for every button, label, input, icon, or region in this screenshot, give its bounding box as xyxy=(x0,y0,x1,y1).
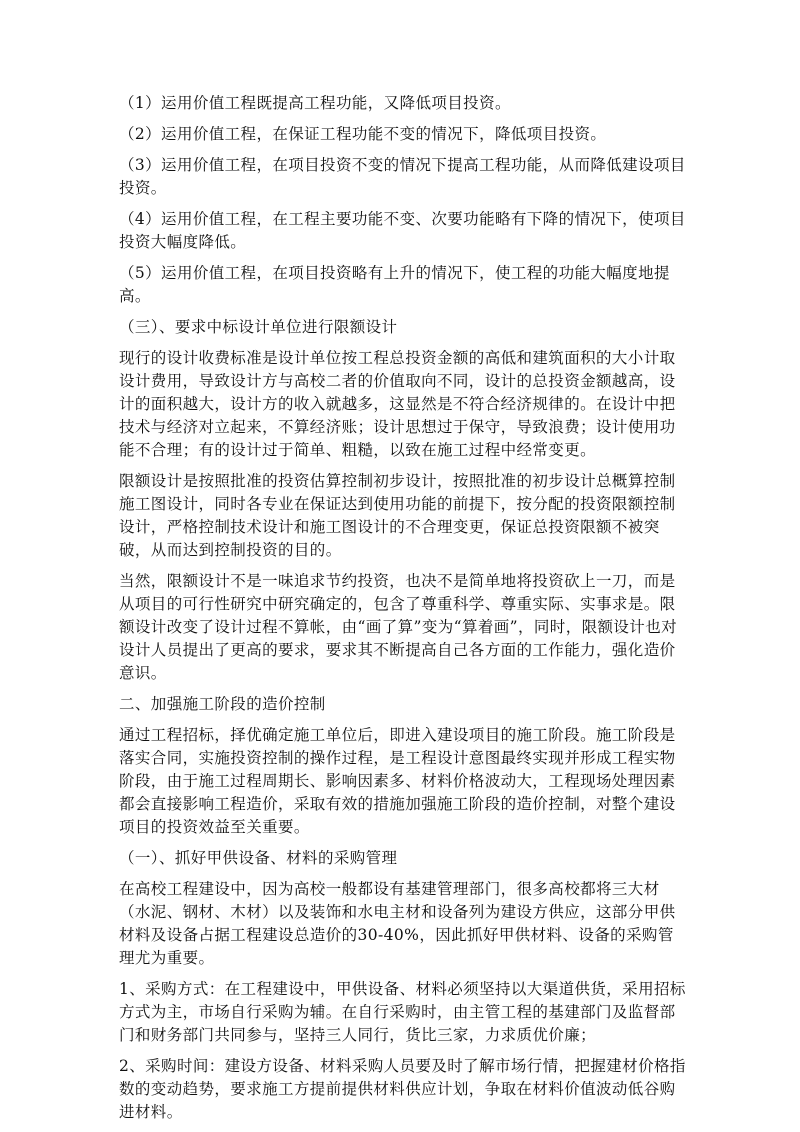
paragraph-3: （3）运用价值工程，在项目投资不变的情况下提高工程功能，从而降低建设项目投资。 xyxy=(119,156,686,197)
section-heading-limit-design: （三）、要求中标设计单位进行限额设计 xyxy=(119,318,398,336)
paragraph-procurement-time: 2、采购时间：建设方设备、材料采购人员要及时了解市场行情，把握建材价格指数的变动趋势，要求施工方提前提供材料供应计划，争取在材料价值波动低谷购进材料。 xyxy=(119,1057,686,1121)
paragraph-limit-design-note: 当然，限额设计不是一味追求节约投资，也决不是简单地将投资砍上一刀，而是从项目的可行性研究中研究确定的，包含了尊重科学、尊重实际、实事求是。限额设计改变了设计过程不算帐，由“画了算”变为“算着画”，同时，限额设计也对设计人员提出了更高的要求，要求其不断提高自己各方面的工作能力，强化造价意识。 xyxy=(119,572,677,682)
paragraph-limit-design-definition: 限额设计是按照批准的投资估算控制初步设计，按照批准的初步设计总概算控制施工图设计，同时各专业在保证达到使用功能的前提下，按分配的投资限额控制设计，严格控制技术设计和施工图设计的不合理变更，保证总投资限额不被突破，从而达到控制投资的目的。 xyxy=(119,472,676,559)
paragraph-construction-phase: 通过工程招标，择优确定施工单位后，即进入建设项目的施工阶段。施工阶段是落实合同，实施投资控制的操作过程，是工程设计意图最终实现并形成工程实物阶段，由于施工过程周期长、影响因素多、材料价格波动大，工程现场处理因素都会直接影响工程造价，采取有效的措施加强施工阶段的造价控制，对整个建设项目的投资效益至关重要。 xyxy=(119,726,676,836)
document-body xyxy=(119,92,687,1132)
section-heading-procurement: （一）、抓好甲供设备、材料的采购管理 xyxy=(119,849,398,867)
paragraph-procurement: 在高校工程建设中，因为高校一般都设有基建管理部门，很多高校都将三大材（水泥、钢材、木材）以及装饰和水电主材和设备列为建设方供应，这部分甲供材料及设备占据工程建设总造价的30-40%，因此抓好甲供材料、设备的采购管理尤为重要。 xyxy=(119,880,676,967)
paragraph-4: （4）运用价值工程，在工程主要功能不变、次要功能略有下降的情况下，使项目投资大幅度降低。 xyxy=(119,210,686,251)
paragraph-procurement-method: 1、采购方式：在工程建设中，甲供设备、材料必须坚持以大渠道供货，采用招标方式为主，市场自行采购为辅。在自行采购时，由主管工程的基建部门及监督部门和财务部门共同参与，坚持三人同行，货比三家，力求质优价廉； xyxy=(119,980,686,1044)
paragraph-1: （1）运用价值工程既提高工程功能，又降低项目投资。 xyxy=(119,94,511,112)
paragraph-design-fee: 现行的设计收费标准是设计单位按工程总投资金额的高低和建筑面积的大小计取设计费用，导致设计方与高校二者的价值取向不同，设计的总投资金额越高，设计的面积越大，设计方的收入就越多，这显然是不符合经济规律的。在设计中把技术与经济对立起来，不算经济账；设计思想过于保守，导致浪费；设计使用功能不合理；有的设计过于简单、粗糙，以致在施工过程中经常变更。 xyxy=(119,349,676,459)
paragraph-5: （5）运用价值工程，在项目投资略有上升的情况下，使工程的功能大幅度地提高。 xyxy=(119,264,670,305)
paragraph-2: （2）运用价值工程，在保证工程功能不变的情况下，降低项目投资。 xyxy=(119,125,607,143)
section-heading-construction-phase: 二、加强施工阶段的造价控制 xyxy=(119,695,326,713)
